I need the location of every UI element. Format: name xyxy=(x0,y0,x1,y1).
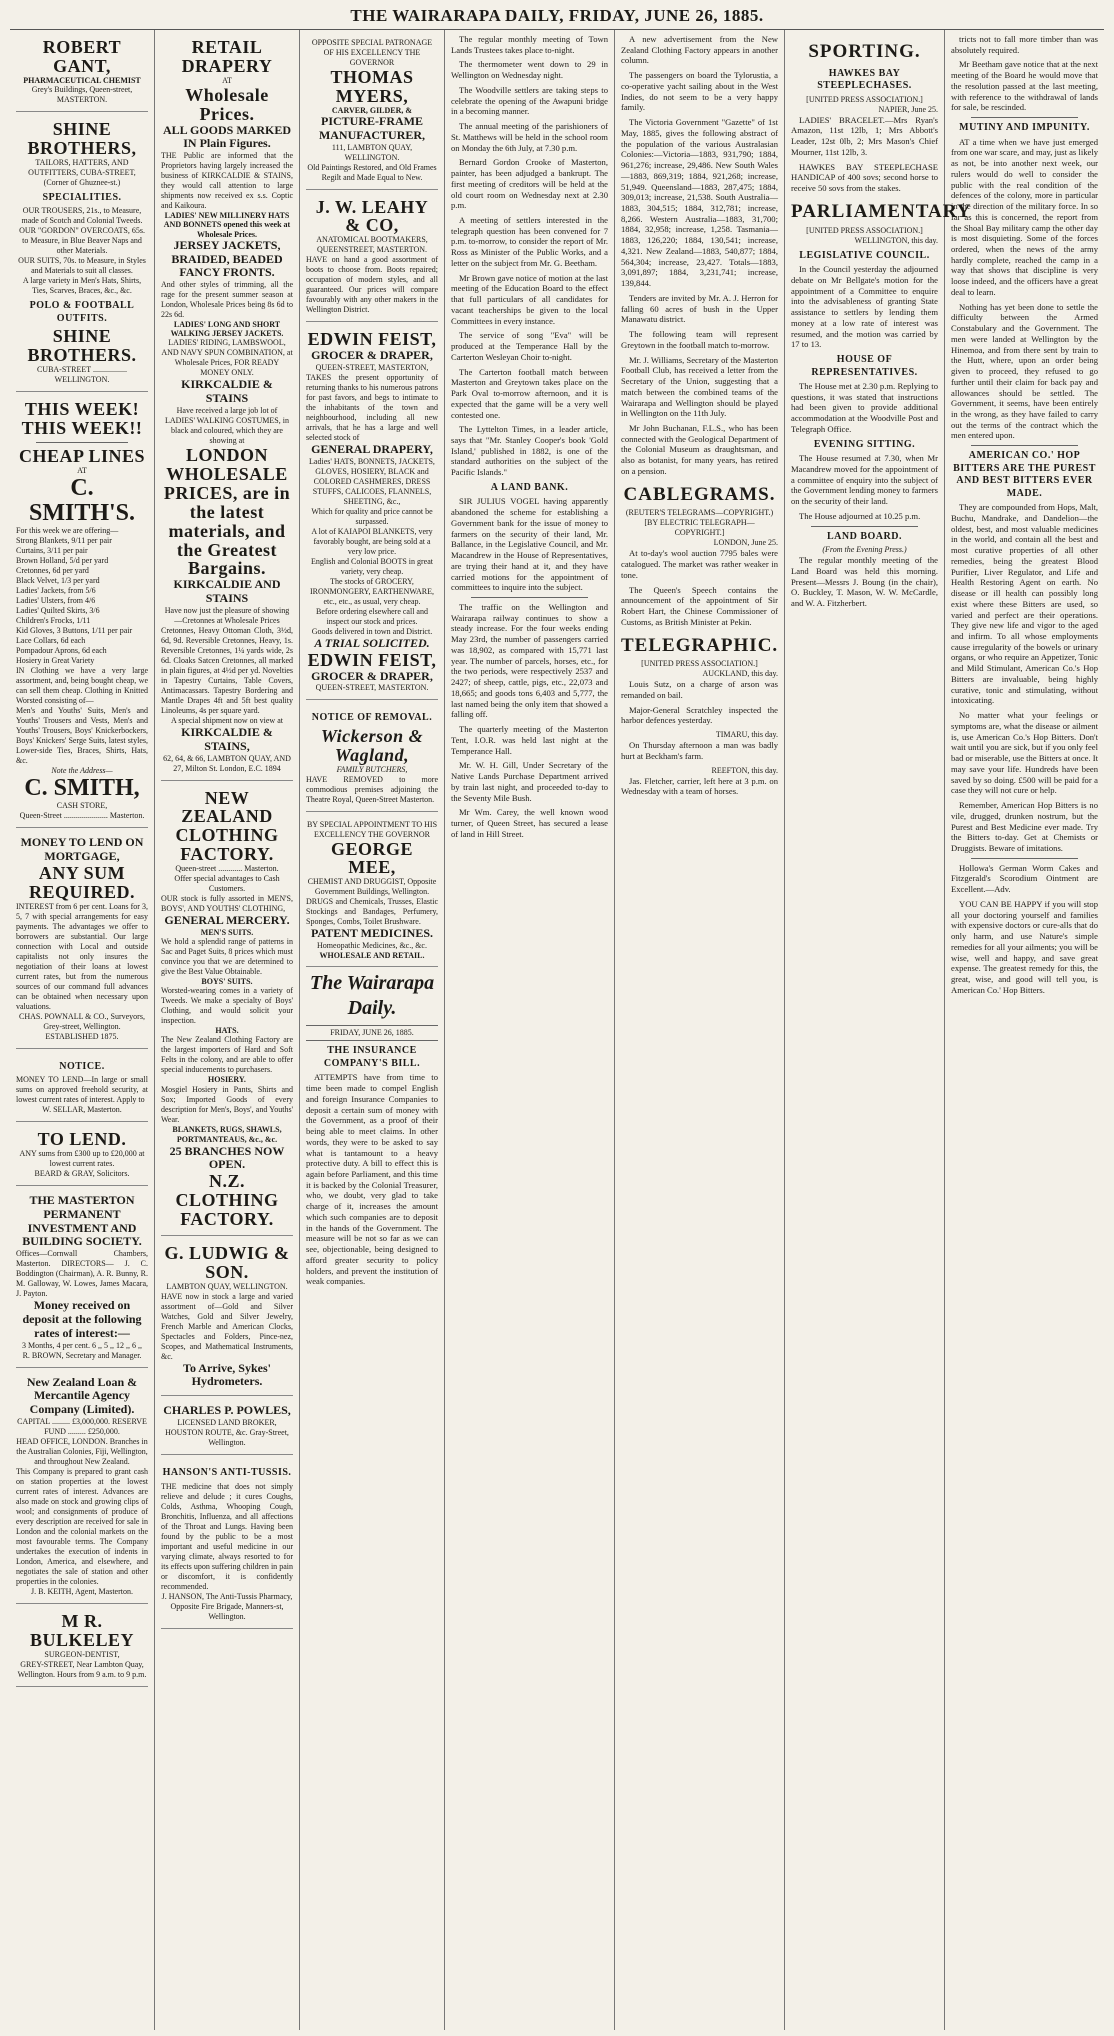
column-6 xyxy=(785,30,972,2030)
news-paragraph: Tenders are invited by Mr. A. J. Herron for falling 60 acres of bush in the Upper Manawatu district. xyxy=(621,292,778,325)
ad-signature: W. SELLAR, Masterton. xyxy=(42,1105,122,1115)
ad-text: They are compounded from Hops, Malt, Buchu, Mandrake, and Dandelion—the oldest, best, and most valuable medicines in the world, and contain all the best and most curative properties of all other remedies, being the greatest Blood Purifier, Liver Regulator, and Life and Health Restoring Agent on earth. No disease or ill health can possibly long exist where these Bitters are used, so varied and perfect are their operations. They give new life and vigor to the aged and infirm. To all whose employments cause irregularity of the bowels or urinary organs, or who require an Appetizer, Tonic and Mild Stimulant, American Co.'s Hop Bitters are invaluable, being highly curative, tonic and stimulating, without intoxicating. xyxy=(951,502,1098,706)
news-paragraph: A new advertisement from the New Zealand Clothing Factory appears in another column. xyxy=(621,34,778,66)
news-paragraph: The Carterton football match between Masterton and Greytown takes place on the Park Oval to-morrow afternoon, and it is expected that the game will be a very well contested one. xyxy=(451,366,608,420)
ad-text: HAVE REMOVED to more commodious premises adjoining the Theatre Royal, Queen-Street Masterton. xyxy=(306,774,438,804)
ad-text: Before ordering elsewhere call and inspect our stock and prices. xyxy=(316,606,428,626)
ad-text: CHEMIST AND DRUGGIST, Opposite Government Buildings, Wellington. xyxy=(307,877,437,897)
ad-subheading: PATENT MEDICINES. xyxy=(310,926,434,941)
ad-powles xyxy=(161,1400,293,1455)
ad-text: LADIES' RIDING, LAMBSWOOL, AND NAVY SPUN COMBINATION, at Wholesale Prices, FOR READY MONEY ONLY. xyxy=(161,338,293,378)
ad-subheading: LADIES' LONG AND SHORT WALKING JERSEY JACKETS. xyxy=(170,320,284,339)
news-paragraph: The House resumed at 7.30, when Mr Macandrew moved for the appointment of a committee of enquiry into the subject of the Government lending money to farmers on the security of their land. xyxy=(791,453,938,507)
ad-text: Offer special advantages to Cash Customers. xyxy=(174,874,280,894)
news-paragraph: The thermometer went down to 29 in Wellington on Wednesday night. xyxy=(451,59,608,81)
ad-nz-loan xyxy=(16,1372,148,1604)
ad-to-lend xyxy=(16,1126,148,1186)
ad-text: A special shipment now on view at xyxy=(171,715,283,725)
ad-heading: GEORGE MEE, xyxy=(330,838,413,878)
ad-leahy xyxy=(306,194,438,323)
ad-heading: EDWIN FEIST, xyxy=(307,329,437,350)
ad-signature: R. BROWN, Secretary and Manager. xyxy=(22,1350,142,1360)
news-paragraph: Bernard Gordon Crooke of Masterton, painter, has been adjudged a bankrupt. The first meeting of creditors will be held at the old court room on Wednesday next at 2.30 p.m. xyxy=(451,157,608,211)
news-paragraph: The regular monthly meeting of the Land Board was held this morning. Present—Messrs J. Boung (in the chair), O. Buckley, T. Mason, W. W. McCardle, and W. A. Fitzherbert. xyxy=(791,555,938,609)
ad-heading: EDWIN FEIST, xyxy=(307,649,437,670)
ad-subheading: BLANKETS, RUGS, SHAWLS, PORTMANTEAUS, &c., &c. xyxy=(172,1124,282,1144)
news-paragraph: The House adjourned at 10.25 p.m. xyxy=(799,510,921,521)
list-item: Curtains, 3/11 per pair xyxy=(16,546,88,556)
ad-subheading: Money received on deposit at the following rates of interest:— xyxy=(22,1298,142,1340)
ad-text: 3 Months, 4 per cent. 6 ,, 5 ,, 12 ,, 6 ,, xyxy=(22,1340,142,1350)
ad-text: Note the Address— xyxy=(51,766,113,776)
ad-text: Offices—Cornwall Chambers, Masterton. DIRECTORS— J. C. Boddington (Chairman), A. R. Bunny, R. M. Galloway, W. Lowes, James Macara, J. Payton. xyxy=(16,1249,148,1299)
ad-address: 62, 64, & 66, LAMBTON QUAY, AND 27, Milton St. London, E.C. 1894 xyxy=(163,753,291,773)
section-subheading: [BY ELECTRIC TELEGRAPH—COPYRIGHT.] xyxy=(644,518,755,538)
news-paragraph: The regular monthly meeting of Town Lands Trustees takes place to-night. xyxy=(451,34,608,55)
ad-subheading: To Arrive, Sykes' Hydrometers. xyxy=(183,1360,271,1389)
article-heading: MUTINY AND IMPUNITY. xyxy=(959,122,1090,134)
ad-subheading: TAILORS, HATTERS, AND OUTFITTERS, CUBA-STREET, (Corner of Ghuznee-st.) xyxy=(28,157,136,187)
ad-retail-drapery: RETAIL DRAPERY AT Wholesale Prices. ALL GOODS MARKED IN Plain Figures. THE Public are informed that the Proprietors having largely increased the business of KIRKCALDIE & STAINS, they would call attention to large shipments now received ex s.s. Coptic and Kaikoura. LADIES' NEW MILLINERY HATS AND BONNETS opened this week at Wholesale Prices. JERSEY JACKETS, BRAIDED, BEADED FANCY FRONTS. And other styles of trimming, all the rage for the present summer season at London, Wholesale Prices being 8s 6d to 22s 6d. LADIES' LONG AND SHORT WALKING JERSEY JACKETS. LADIES' RIDING, LAMBSWOOL, AND NAVY SPUN COMBINATION, at Wholesale Prices, FOR READY MONEY ONLY. KIRKCALDIE & STAINS Have received a large job lot of LADIES' WALKING COSTUMES, in black and coloured, which they are showing at LONDON WHOLESALE PRICES, are in the latest materials, and the Greatest Bargains. KIRKCALDIE AND STAINS Have now just the pleasure of showing—Cretonnes at Wholesale Prices Cretonnes, Heavy Ottoman Cloth, 3½d, 6d, 9d. Reversible Cretonnes, Heavy, 1s. Reversible Cretonnes, 1¼ yards wide, 2s 6d. Cloaks Satcen Cretonnes, all marked in plain figures, at 4½d per yd. Novelties in Tapestry Curtains, Table Covers, Antimacassars. Tapestry Bordering and Mantle Drapes 4ft and 5ft best quality Linoleums, 4s per square yard. A special shipment now on view at KIRKCALDIE & STAINS, 62, 64, & 66, LAMBTON QUAY, AND 27, Milton St. London, E.C. 1894 xyxy=(161,34,293,781)
ad-robert-gant xyxy=(16,34,148,112)
section-heading-parliamentary: PARLIAMENTARY xyxy=(791,200,972,222)
column-2 xyxy=(155,30,300,2030)
article-text: SIR JULIUS VOGEL having apparently abandoned the scheme for establishing a Government bank for the issue of money to farmers on the security of their land, Mr. Ballance, in the Legislative Council, and Mr. Macandrew in the House of Representatives, are trying their hand at it, and they have carried motions for the appointment of committees to inquire into the subject. xyxy=(451,496,608,593)
list-item: Pompadour Aprons, 6d each xyxy=(16,646,107,656)
ad-text: Men's and Youths' Suits, Men's and Youths' Trousers and Vests, Men's and Youths' Trousers, Boys' Knickerbockers, Boys' Knickers' Serge Suits, latest styles, Lower-side Ties, Braces, Shirts, Hats, &c. xyxy=(16,706,148,766)
news-paragraph: Mr Wm. Carey, the well known wood turner, of Queen Street, has secured a lease of land in Hill Street. xyxy=(451,807,608,839)
ad-subheading: WHOLESALE AND RETAIL. xyxy=(319,951,425,961)
ad-address: QUEEN-STREET, MASTERTON, xyxy=(315,363,429,373)
ad-subheading: CARVER, GILDER, & xyxy=(331,105,413,115)
ad-subheading: GROCER & DRAPER, xyxy=(311,668,433,683)
ad-subheading: A TRIAL SOLICITED. xyxy=(314,635,430,650)
masthead xyxy=(10,6,1104,30)
ad-money-to-lend xyxy=(16,832,148,1048)
ad-text: OUR "GORDON" OVERCOATS, 65s. to Measure, in Blue Beaver Naps and other Materials. xyxy=(19,226,145,256)
ad-shine-brothers xyxy=(16,116,148,392)
ad-heading: M R. BULKELEY xyxy=(29,1611,135,1650)
ad-heading: THE MASTERTON PERMANENT INVESTMENT AND BUILDING SOCIETY. xyxy=(22,1193,142,1249)
news-paragraph: The Woodville settlers are taking steps to celebrate the opening of the Awapuni bridge in a becoming manner. xyxy=(451,84,608,117)
dateline: TIMARU, this day. xyxy=(715,730,778,740)
ad-text: And other styles of trimming, all the rage for the present summer season at London, Wholesale Prices being 8s 6d to 22s 6d. xyxy=(161,280,293,320)
news-paragraph: Mr. J. Williams, Secretary of the Masterton Football Club, has received a letter from the Secretary of the Union, suggesting that a match between the combined teams of the Wairarapa and Wellington should be played in Wellington on the 11th July. xyxy=(621,354,778,419)
list-item: Hosiery in Great Variety xyxy=(16,656,95,666)
ad-heading: New Zealand Loan & Mercantile Agency Company (Limited). xyxy=(26,1374,138,1417)
ad-text: Cretonnes, Heavy Ottoman Cloth, 3½d, 6d, 9d. Reversible Cretonnes, Heavy, 1s. Reversible Cretonnes, 1¼ yards wide, 2s 6d. Cloaks Satcen Cretonnes, all marked in plain figures, at 4½d per yd. Novelties in Tapestry Curtains, Table Covers, Antimacassars. Tapestry Bordering and Mantle Drapes 4ft and 5ft best quality Linoleums, 4s per square yard. xyxy=(161,625,293,715)
news-paragraph: Mr Beetham gave notice that at the next meeting of the Board he would move that the resolution passed at the last meeting, with reference to the withdrawal of lands for sale, be rescinded. xyxy=(951,59,1098,113)
news-paragraph: tricts not to fall more timber than was absolutely required. xyxy=(951,34,1098,55)
paper-date: FRIDAY, JUNE 26, 1885. xyxy=(306,1025,438,1041)
ad-thomas-myers xyxy=(306,34,438,190)
ad-notice xyxy=(16,1053,148,1123)
ad-subheading: HATS. xyxy=(215,1026,239,1036)
editorial xyxy=(306,971,438,1287)
paper-logo: The Wairarapa Daily. xyxy=(309,972,435,1020)
ad-heading: CHEAP LINES xyxy=(18,445,146,466)
ad-text: Ladies' HATS, BONNETS, JACKETS, GLOVES, HOSIERY, BLACK and COLORED CASHMERES, DRESS STUFFS, CALICOES, FLANNELS, SHEETING, &c., xyxy=(309,456,435,506)
ad-wickerson xyxy=(306,704,438,811)
ad-text: OUR TROUSERS, 21s., to Measure, made of Scotch and Colonial Tweeds. xyxy=(21,206,143,226)
ad-text: Homeopathic Medicines, &c., &c. xyxy=(317,941,427,951)
ad-text: Old Paintings Restored, and Old Frames Regilt and Made Equal to New. xyxy=(307,162,437,182)
news-paragraph: The quarterly meeting of the Masterton Tent, I.O.R. was held last night at the Temperance Hall. xyxy=(451,724,608,756)
news-paragraph: HAWKES BAY STEEPLECHASE HANDICAP of 400 sovs; second horse to receive 50 sovs from the stakes. xyxy=(791,161,938,194)
ad-subheading: PHARMACEUTICAL CHEMIST xyxy=(23,75,141,85)
ad-heading: C. SMITH, xyxy=(24,775,140,802)
ad-subheading: CASH STORE, xyxy=(56,801,108,811)
ad-text: DRUGS and Chemicals, Trusses, Elastic Stockings and Bandages, Perfumery, Sponges, Combs, Toilet Brushware. xyxy=(306,897,438,927)
article-text: Nothing has yet been done to settle the difficulty between the Armed Constabulary and the Government. The men were landed at Wellington by the Hinemoa, and from there sent by train to the Hutt, where, upon an order being given to proceed, they refused to go further until their claim for back pay and allowances should be settled. The Government, it seems, have been entirely in the wrong, as they have failed to carry out the terms of the contract which the men entered upon. xyxy=(951,301,1098,441)
news-paragraph: On Thursday afternoon a man was badly hurt at Beckham's farm. xyxy=(621,740,778,761)
ad-subheading: KIRKCALDIE & STAINS xyxy=(181,377,273,406)
column-4 xyxy=(445,30,615,2030)
news-paragraph: The passengers on board the Tylorustia, a co-operative yacht sailing about in the West Indies, do not seem to be a very happy family. xyxy=(621,70,778,113)
ad-edwin-feist xyxy=(306,326,438,700)
columns xyxy=(10,30,1104,2030)
ad-signature: CHAS. POWNALL & CO., Surveyors, Grey-street, Wellington. ESTABLISHED 1875. xyxy=(19,1011,145,1041)
ad-hanson xyxy=(161,1459,293,1629)
ad-text: For this week we are offering— xyxy=(16,526,119,536)
news-paragraph: LADIES' BRACELET.—Mrs Ryan's Amazon, 11st 12lb, 1; Mrs Abbott's Leader, 12st 0lb, 2; Mrs Mason's Chief Mourner, 11st 12lb, 3. xyxy=(791,114,938,157)
ad-address: GREY-STREET, Near Lambton Quay, Wellington. Hours from 9 a.m. to 9 p.m. xyxy=(17,1659,147,1679)
ad-signature: J. B. KEITH, Agent, Masterton. xyxy=(31,1587,133,1596)
article-heading: HAWKES BAY STEEPLECHASES. xyxy=(817,67,912,92)
ad-text: Worsted-wearing comes in a variety of Tweeds. We make a specialty of Boys' Clothing, and would solicit your inspection. xyxy=(161,986,293,1026)
ad-heading: RETAIL DRAPERY xyxy=(181,37,273,76)
news-paragraph: The traffic on the Wellington and Wairarapa railway continues to show a steady increase. For the four weeks ending May 23rd, the number of passengers carried was 18,902, as compared with 15,771 last year. The number of parcels, horses, etc., for the two periods, were respectively 2537 and 2427; of sheep, cattle, pigs, etc., 22,073 and 18,665; and goods tons 6,403 and 5,777, the last named being the only item that showed a falling off. xyxy=(451,602,608,720)
ad-text: The stocks of GROCERY, IRONMONGERY, EARTHENWARE, etc., etc., as usual, very cheap. xyxy=(309,576,435,606)
ad-heading: ANY SUM REQUIRED. xyxy=(28,862,135,902)
ad-text: This Company is prepared to grant cash on station properties at the lowest current rates of interest. Advances are also made on stock and growing clips of wool; and consignments of produce of every description are received for sale in London and the colonial markets on the most favourable terms. The Company undertakes the execution of indents in London, America, and elsewhere, and negotiates the sale of station and other properties in the colonies. xyxy=(16,1467,148,1586)
ad-subheading: OPPOSITE SPECIAL PATRONAGE OF HIS EXCELLENCY THE GOVERNOR xyxy=(311,38,433,67)
news-paragraph: Major-General Scratchley inspected the harbor defences yesterday. xyxy=(621,704,778,726)
ad-address: CUBA-STREET ................. WELLINGTON. xyxy=(36,365,128,385)
ad-text: INTEREST from 6 per cent. Loans for 3, 5, 7 with special arrangements for easy payments. The advantages we offer to borrowers are substantial. Our large connection with Local and outside capitalists not only insures the negotiation of their loans at lowest current rates, but from the numerous sources of our command full advances can be obtained when necessary upon valuations. xyxy=(16,901,148,1011)
news-paragraph: The Victoria Government "Gazette" of 1st May, 1885, gives the following abstract of the population of the various Australasian Colonies:—Victoria—1883, 931,790; 1884, 961,276; increase, 29,486. New South Wales—1883, 869,319; 1884, 921,268; increase, 51,949. Queensland—1883, 287,475; 1884, 309,013; increase, 21,538. South Australia—1883, 304,515; 1884, 312,781; increase, 8,266. Western Australia—1883, 31,700; 1884, 32,958; increase, 1,258. Tasmania—1883, 126,220; 1884, 130,541; increase, 4,321. New Zealand—1883, 540,877; 1884, 564,304; increase, 23,427. Totals—1883, 3,091,897; 1884, 3,231,741; increase, 139,844. xyxy=(621,117,778,289)
news-paragraph: At to-day's wool auction 7795 bales were catalogued. The market was rather weaker in tone. xyxy=(621,548,778,580)
ad-text: ANY sums from £300 up to £20,000 at lowest current rates. xyxy=(19,1149,145,1169)
section-heading-sporting: SPORTING. xyxy=(808,41,921,62)
ad-heading: MONEY TO LEND ON MORTGAGE, xyxy=(20,835,144,864)
ad-heading: 25 BRANCHES NOW OPEN. xyxy=(169,1143,285,1172)
section-heading-cablegrams: CABLEGRAMS. xyxy=(623,483,776,505)
ad-text: LICENSED LAND BROKER, HOUSTON ROUTE, &c. Gray-Street, Wellington. xyxy=(165,1418,289,1448)
ad-c-smith: THIS WEEK! THIS WEEK!! CHEAP LINES AT C. SMITH'S. For this week we are offering— Strong Blankets, 9/11 per pair Curtains, 3/11 per pair Brown Holland, 5/d per yard Cretonnes, 6d per yard Black Velvet, 1/3 per yard Ladies' Jackets, from 5/6 Ladies' Ulsters, from 4/6 Ladies' Quilted Skirts, 3/6 Children's Frocks, 1/11 Kid Gloves, 3 Buttons, 1/11 per pair Lace Collars, 6d each Pompadour Aprons, 6d each Hosiery in Great Variety IN Clothing we have a very large assortment, and, being bought cheap, we can sell them cheap. Clothing in Knitted Worsted consisting of— Men's and Youths' Suits, Men's and Youths' Trousers and Vests, Men's and Youths' Trousers, Boys' Knickerbockers, Boys' Knickers' Serge Suits, latest styles, Lower-side Ties, Braces, Shirts, Hats, &c. Note the Address— C. SMITH, CASH STORE, Queen-Street ...................... Masterton. xyxy=(16,396,148,828)
article-heading: EVENING SITTING. xyxy=(813,438,916,450)
ad-text: Mosgiel Hosiery in Pants, Shirts and Sox; Imported Goods of every description for Men's, Boys', and Youths' Wear. xyxy=(161,1084,293,1124)
list-item: Ladies' Ulsters, from 4/6 xyxy=(16,596,96,606)
ad-text: MONEY TO LEND—In large or small sums on approved freehold security, at lowest current rates of interest. Apply to xyxy=(16,1075,148,1105)
list-item: Black Velvet, 1/3 per yard xyxy=(16,576,100,586)
ad-subheading: HOSIERY. xyxy=(208,1075,246,1085)
ad-text: A lot of KAIAPOI BLANKETS, very favorably bought, are being sold at a very low price. xyxy=(311,526,433,556)
news-paragraph: The annual meeting of the parishioners of St. Matthews will be held in the school room on Monday the 6th July, at 7.30 p.m. xyxy=(451,121,608,153)
ad-george-mee xyxy=(306,816,438,968)
ad-signature: BEARD & GRAY, Solicitors. xyxy=(34,1169,130,1179)
ad-heading: SHINE BROTHERS. xyxy=(27,326,137,366)
section-heading-telegraphic: TELEGRAPHIC. xyxy=(621,634,779,656)
article-text: AT a time when we have just emerged from one war scare, and may, just as likely as not, be into another next week, our rulers would do well to consider the public with the real condition of the defences of the colony, more in particular in the direction of the military force. In so far as this is concerned, the report from the Shoal Bay military camp the other day is most disquieting. Some of the forces ordered, when the news of the army hardly complete, reached the camp in a way that shows that discipline is very loose indeed, and the officers have a great deal to learn. xyxy=(951,136,1098,297)
article-heading: LAND BOARD. xyxy=(827,530,902,542)
news-paragraph: Mr. W. H. Gill, Under Secretary of the Native Lands Purchase Department arrived by train last night, and proceeded to-day to the Seventy Mile Bush. xyxy=(451,760,608,803)
dateline: REEFTON, this day. xyxy=(711,765,778,775)
newspaper-title: THE WAIRARAPA DAILY, FRIDAY, JUNE 26, 1885. xyxy=(350,6,764,25)
ad-line-list xyxy=(16,536,148,666)
ad-text: Remember, American Hop Bitters is no vile, drugged, drunken nostrum, but the Purest and Best Medicine ever made. Try the Bitters to-day. Get at Chemists or Druggists. Beware of imitations. xyxy=(951,800,1098,853)
list-item: Cretonnes, 6d per yard xyxy=(16,566,89,576)
news-paragraph: Mr Brown gave notice of motion at the last meeting of the Education Board to the effect that full particulars of all candidates for vacant teacherships be given to the local Committees in every instance. xyxy=(451,272,608,326)
ad-heading: TO LEND. xyxy=(37,1129,127,1150)
news-paragraph: The Lyttelton Times, in a leader article, says that "Mr. Stanley Cooper's book 'Gold Island,' published in 1882, is one of the standard authorities on the subject of the Pacific Islands." xyxy=(451,424,608,478)
ad-heading: HANSON'S ANTI-TUSSIS. xyxy=(162,1467,292,1479)
ad-heading: NEW ZEALAND CLOTHING FACTORY. xyxy=(175,787,279,865)
article-heading: HOUSE OF REPRESENTATIVES. xyxy=(811,354,918,378)
dateline: LONDON, June 25. xyxy=(713,538,778,548)
ad-heading: LONDON WHOLESALE PRICES, are in the latest materials, and the Greatest Bargains. xyxy=(163,445,291,579)
news-paragraph: In the Council yesterday the adjourned debate on Mr Bellgate's motion for the appointment of a Committee to enquire into the advisableness of granting State assistance to settlers by lending them money at a low rate of interest was resumed, and the motion was carried by 17 to 13. xyxy=(791,264,938,350)
ad-text: Have now just the pleasure of showing—Cretonnes at Wholesale Prices xyxy=(164,605,290,625)
section-subheading: [UNITED PRESS ASSOCIATION.] xyxy=(806,94,923,104)
ad-heading: Wholesale Prices. xyxy=(185,84,269,124)
section-subheading: (From the Evening Press.) xyxy=(822,545,907,555)
ad-subheading: GENERAL DRAPERY, xyxy=(311,442,433,457)
ad-text: CAPITAL ......... £3,000,000. RESERVE FUND ......... £250,000. xyxy=(17,1417,147,1436)
list-item: Kid Gloves, 3 Buttons, 1/11 per pair xyxy=(16,626,133,636)
ad-text: HEAD OFFICE, LONDON. Branches in the Australian Colonies, Fiji, Wellington, and throughout New Zealand. xyxy=(16,1437,148,1466)
ad-address: Queen-Street ...................... Masterton. xyxy=(19,811,145,821)
ad-text: TAKES the present opportunity of returning thanks to his numerous patrons for past favors, and begs to intimate to the inhabitants of the town and neighbourhood, including all new arrivals, that he has a large and well selected stock of xyxy=(306,373,438,443)
ad-text: A large variety in Men's Hats, Shirts, Ties, Scarves, Braces, &c., &c. xyxy=(22,276,142,296)
ad-text: YOU CAN BE HAPPY if you will stop all your doctoring yourself and families with expensive doctors or cure-alls that do only harm, and use Nature's simple remedies for all your ailments; you will be wise, well and happy, and save great expense. The greatest remedy for this, the great, wise, and good will tell you, is American Co.' Hop Bitters. xyxy=(951,898,1098,995)
ad-heading: N.Z. CLOTHING FACTORY. xyxy=(175,1171,279,1229)
ad-text: THE medicine that does not simply relieve and delude ; it cures Coughs, Colds, Asthma, Whooping Cough, Bronchitis, Influenza, and all affections of the Throat and Lungs. Having been found by the public to be a most important and useful medicine in our varying climate, always resorted to for its effects upon suffering children in pain or discomfort, it is confidently recommended. xyxy=(161,1481,293,1591)
news-paragraph: A meeting of settlers interested in the telegraph question has been convened for 7 p.m. to-morrow, to consider the report of Mr. Ross as Minister of the Public Works, and a letter on the subject from Mr. G. Beetham. xyxy=(451,215,608,268)
ad-nz-clothing-factory xyxy=(161,785,293,1236)
list-item: Brown Holland, 5/d per yard xyxy=(16,556,109,566)
ad-text: HAVE now in stock a large and varied assortment of—Gold and Silver Watches, Gold and Silver Jewelry, French Marble and American Clocks, Spectacles and Folders, Pince-nez, Scopes, and Mathematical Instruments, &c. xyxy=(161,1291,293,1361)
ad-address: QUEEN-STREET, MASTERTON. xyxy=(315,683,429,693)
news-paragraph: The House met at 2.30 p.m. Replying to questions, it was stated that instructions had been given to provide additional accommodation at the Woodville Post and Telegraph Office. xyxy=(791,381,938,434)
news-paragraph: The Queen's Speech contains the announcement of the appointment of Sir Robert Hart, the Chinese Commissioner of Customs, as British Minister at Pekin. xyxy=(621,584,778,627)
ad-heading: ROBERT GANT, xyxy=(42,37,122,76)
ad-subheading: SURGEON-DENTIST, xyxy=(44,1649,120,1659)
ad-heading: Wickerson & Wagland, xyxy=(320,725,424,765)
ad-heading: J. W. LEAHY & CO, xyxy=(315,196,429,236)
dateline: WELLINGTON, this day. xyxy=(854,235,938,245)
ad-heading: NOTICE. xyxy=(59,1060,105,1072)
ad-subheading: ALL GOODS MARKED IN Plain Figures. xyxy=(162,122,291,151)
ad-signature: J. HANSON, The Anti-Tussis Pharmacy, Opposite Fire Brigade, Manners-st, Wellington. xyxy=(161,1591,293,1621)
ad-ludwig xyxy=(161,1240,293,1396)
ad-text: We hold a splendid range of patterns in Sac and Paget Suits, 8 prices which must convince you that we are determined to give the Best Value Obtainable. xyxy=(161,937,293,977)
ad-subheading: LADIES' NEW MILLINERY HATS AND BONNETS opened this week at Wholesale Prices. xyxy=(163,211,291,239)
list-item: Ladies' Quilted Skirts, 3/6 xyxy=(16,606,100,616)
ad-text: English and Colonial BOOTS in great variety, very cheap. xyxy=(311,556,433,576)
ad-address: LAMBTON QUAY, WELLINGTON. xyxy=(166,1281,288,1291)
column-5 xyxy=(615,30,785,2030)
ad-text: OUR stock is fully assorted in MEN'S, BOYS', AND YOUTHS' CLOTHING, xyxy=(161,894,293,914)
ad-subheading: KIRKCALDIE AND STAINS xyxy=(173,577,281,606)
ad-address: Grey's Buildings, Queen-street, MASTERTON. xyxy=(31,84,133,104)
ad-subheading: ANATOMICAL BOOTMAKERS, QUEENSTREET, MASTERTON. xyxy=(316,235,428,255)
ad-text: THE Public are informed that the Proprietors having largely increased the business of KIRKCALDIE & STAINS, they would call attention to large shipments now received ex s.s. Coptic and Kaikoura. xyxy=(161,151,293,211)
column-7 xyxy=(945,30,1104,2030)
ad-heading: SHINE BROTHERS, xyxy=(27,118,137,158)
ad-section-title: SPECIALITIES. xyxy=(42,191,122,203)
news-paragraph: Louis Sutz, on a charge of arson was remanded on bail. xyxy=(621,679,778,701)
ad-bulkeley xyxy=(16,1608,148,1687)
article-heading: A LAND BANK. xyxy=(490,481,569,493)
ad-text: The New Zealand Clothing Factory are the largest importers of Hard and Soft Felts in the colony, and are able to offer special inducements to purchasers. xyxy=(161,1035,293,1075)
news-paragraph: Jas. Fletcher, carrier, left here at 3 p.m. on Wednesday with a team of horses. xyxy=(621,775,778,797)
ad-address: Queen-street ............ Masterton. xyxy=(175,864,279,874)
ad-heading: PICTURE-FRAME MANUFACTURER, xyxy=(318,113,426,142)
list-item: Lace Collars, 6d each xyxy=(16,636,86,646)
ad-text: POLO & FOOTBALL OUTFITS. xyxy=(29,300,135,324)
ad-address: 111, LAMBTON QUAY, WELLINGTON. xyxy=(331,142,413,162)
news-paragraph: Mr John Buchanan, F.L.S., who has been connected with the Geological Department of the Colonial Museum as draughtsman, and also as botanist, for many years, has retired on a pension. xyxy=(621,422,778,476)
ad-text: IN Clothing we have a very large assortment, and, being bought cheap, we can sell them cheap. Clothing in Knitted Worsted consisting of— xyxy=(16,666,148,706)
dateline: AUCKLAND, this day. xyxy=(702,669,778,679)
ad-text: Goods delivered in town and District. xyxy=(311,626,433,636)
ad-subheading: MEN'S SUITS. xyxy=(200,927,254,937)
ad-heading: THOMAS MYERS, xyxy=(330,67,414,106)
ad-subheading: BY SPECIAL APPOINTMENT TO HIS EXCELLENCY THE GOVERNOR xyxy=(306,819,438,839)
article-heading: LEGISLATIVE COUNCIL. xyxy=(799,249,930,261)
dateline: NAPIER, June 25. xyxy=(878,104,938,114)
article-heading: THE INSURANCE COMPANY'S BILL. xyxy=(323,1045,421,1069)
ad-text: Which for quality and price cannot be surpassed. xyxy=(311,506,433,526)
list-item: Children's Frocks, 1/11 xyxy=(16,616,91,626)
ad-building-society xyxy=(16,1190,148,1368)
ad-heading: THIS WEEK! xyxy=(24,399,140,420)
ad-text: Have received a large job lot of LADIES' WALKING COSTUMES, in black and coloured, which they are showing at xyxy=(165,406,289,446)
list-item: Ladies' Jackets, from 5/6 xyxy=(16,586,96,596)
ad-subheading: NOTICE OF REMOVAL. xyxy=(311,712,433,724)
ad-text: HAVE on hand a good assortment of boots to choose from. Boots repaired; occupation of modern styles, and all guaranteed. Our prices will compare favourably with any other makers in the Wellington District. xyxy=(306,255,438,315)
ad-heading: C. SMITH'S. xyxy=(28,474,136,526)
list-item: Strong Blankets, 9/11 per pair xyxy=(16,536,112,546)
news-paragraph: The following team will represent Greytown in the football match to-morrow. xyxy=(621,329,778,350)
news-paragraph: The service of song "Eva" will be produced at the Temperance Hall by the Carterton Wesleyan Choir to-night. xyxy=(451,330,608,362)
column-1 xyxy=(10,30,155,2030)
ad-heading: AMERICAN CO.' HOP BITTERS ARE THE PUREST AND BEST BITTERS EVER MADE. xyxy=(953,450,1096,499)
ad-subheading: JERSEY JACKETS, BRAIDED, BEADED FANCY FRONTS. xyxy=(171,237,283,280)
ad-text: Hollowa's German Worm Cakes and Fitzgerald's Scorodium Ointment are Excellent.—Adv. xyxy=(951,862,1098,895)
ad-text: OUR SUITS, 70s. to Measure, in Styles and Materials to suit all classes. xyxy=(18,256,146,276)
section-subheading: (REUTER'S TELEGRAMS—COPYRIGHT.) xyxy=(625,508,774,518)
ad-subheading: GENERAL MERCERY. xyxy=(164,913,290,928)
ad-heading: G. LUDWIG & SON. xyxy=(164,1242,290,1282)
ad-subheading: BOYS' SUITS. xyxy=(201,977,253,987)
ad-text: No matter what your feelings or symptoms are, what the disease or ailment is, use American Co.'s Hop Bitters. Don't wait until you are sick, but if you only feel bad or miserable, use the Bitters at once. It may save your life. Hundreds have been saved by so doing. £500 will be paid for a case they will not cure or help. xyxy=(951,710,1099,796)
column-3 xyxy=(300,30,445,2030)
ad-heading: THIS WEEK!! xyxy=(21,417,143,438)
ad-heading: CHARLES P. POWLES, xyxy=(163,1403,291,1418)
section-subheading: [UNITED PRESS ASSOCIATION.] xyxy=(641,659,758,669)
ad-subheading: KIRKCALDIE & STAINS, xyxy=(181,724,273,753)
ad-subheading: FAMILY BUTCHERS, xyxy=(336,764,408,774)
section-subheading: [UNITED PRESS ASSOCIATION.] xyxy=(806,225,923,235)
article-text: ATTEMPTS have from time to time been made to compel English and foreign Insurance Companies to deposit a certain sum of money with the Government, as a proof of their being able to meet claims. In other words, they were to be asked to say what is tantamount to a heavy protective duty. A bill to effect this is again before Parliament, and this time it is backed by the Colonial Treasurer, who, we doubt, very glad to take charge of it, increases the amount which such companies are to deposit in the hands of the Government. The measure will be not so far as we can see, objectionable, being designed to afford greater security to policy holders, and prevent the institution of weak companies. xyxy=(306,1072,438,1287)
ad-subheading: GROCER & DRAPER, xyxy=(311,348,433,363)
